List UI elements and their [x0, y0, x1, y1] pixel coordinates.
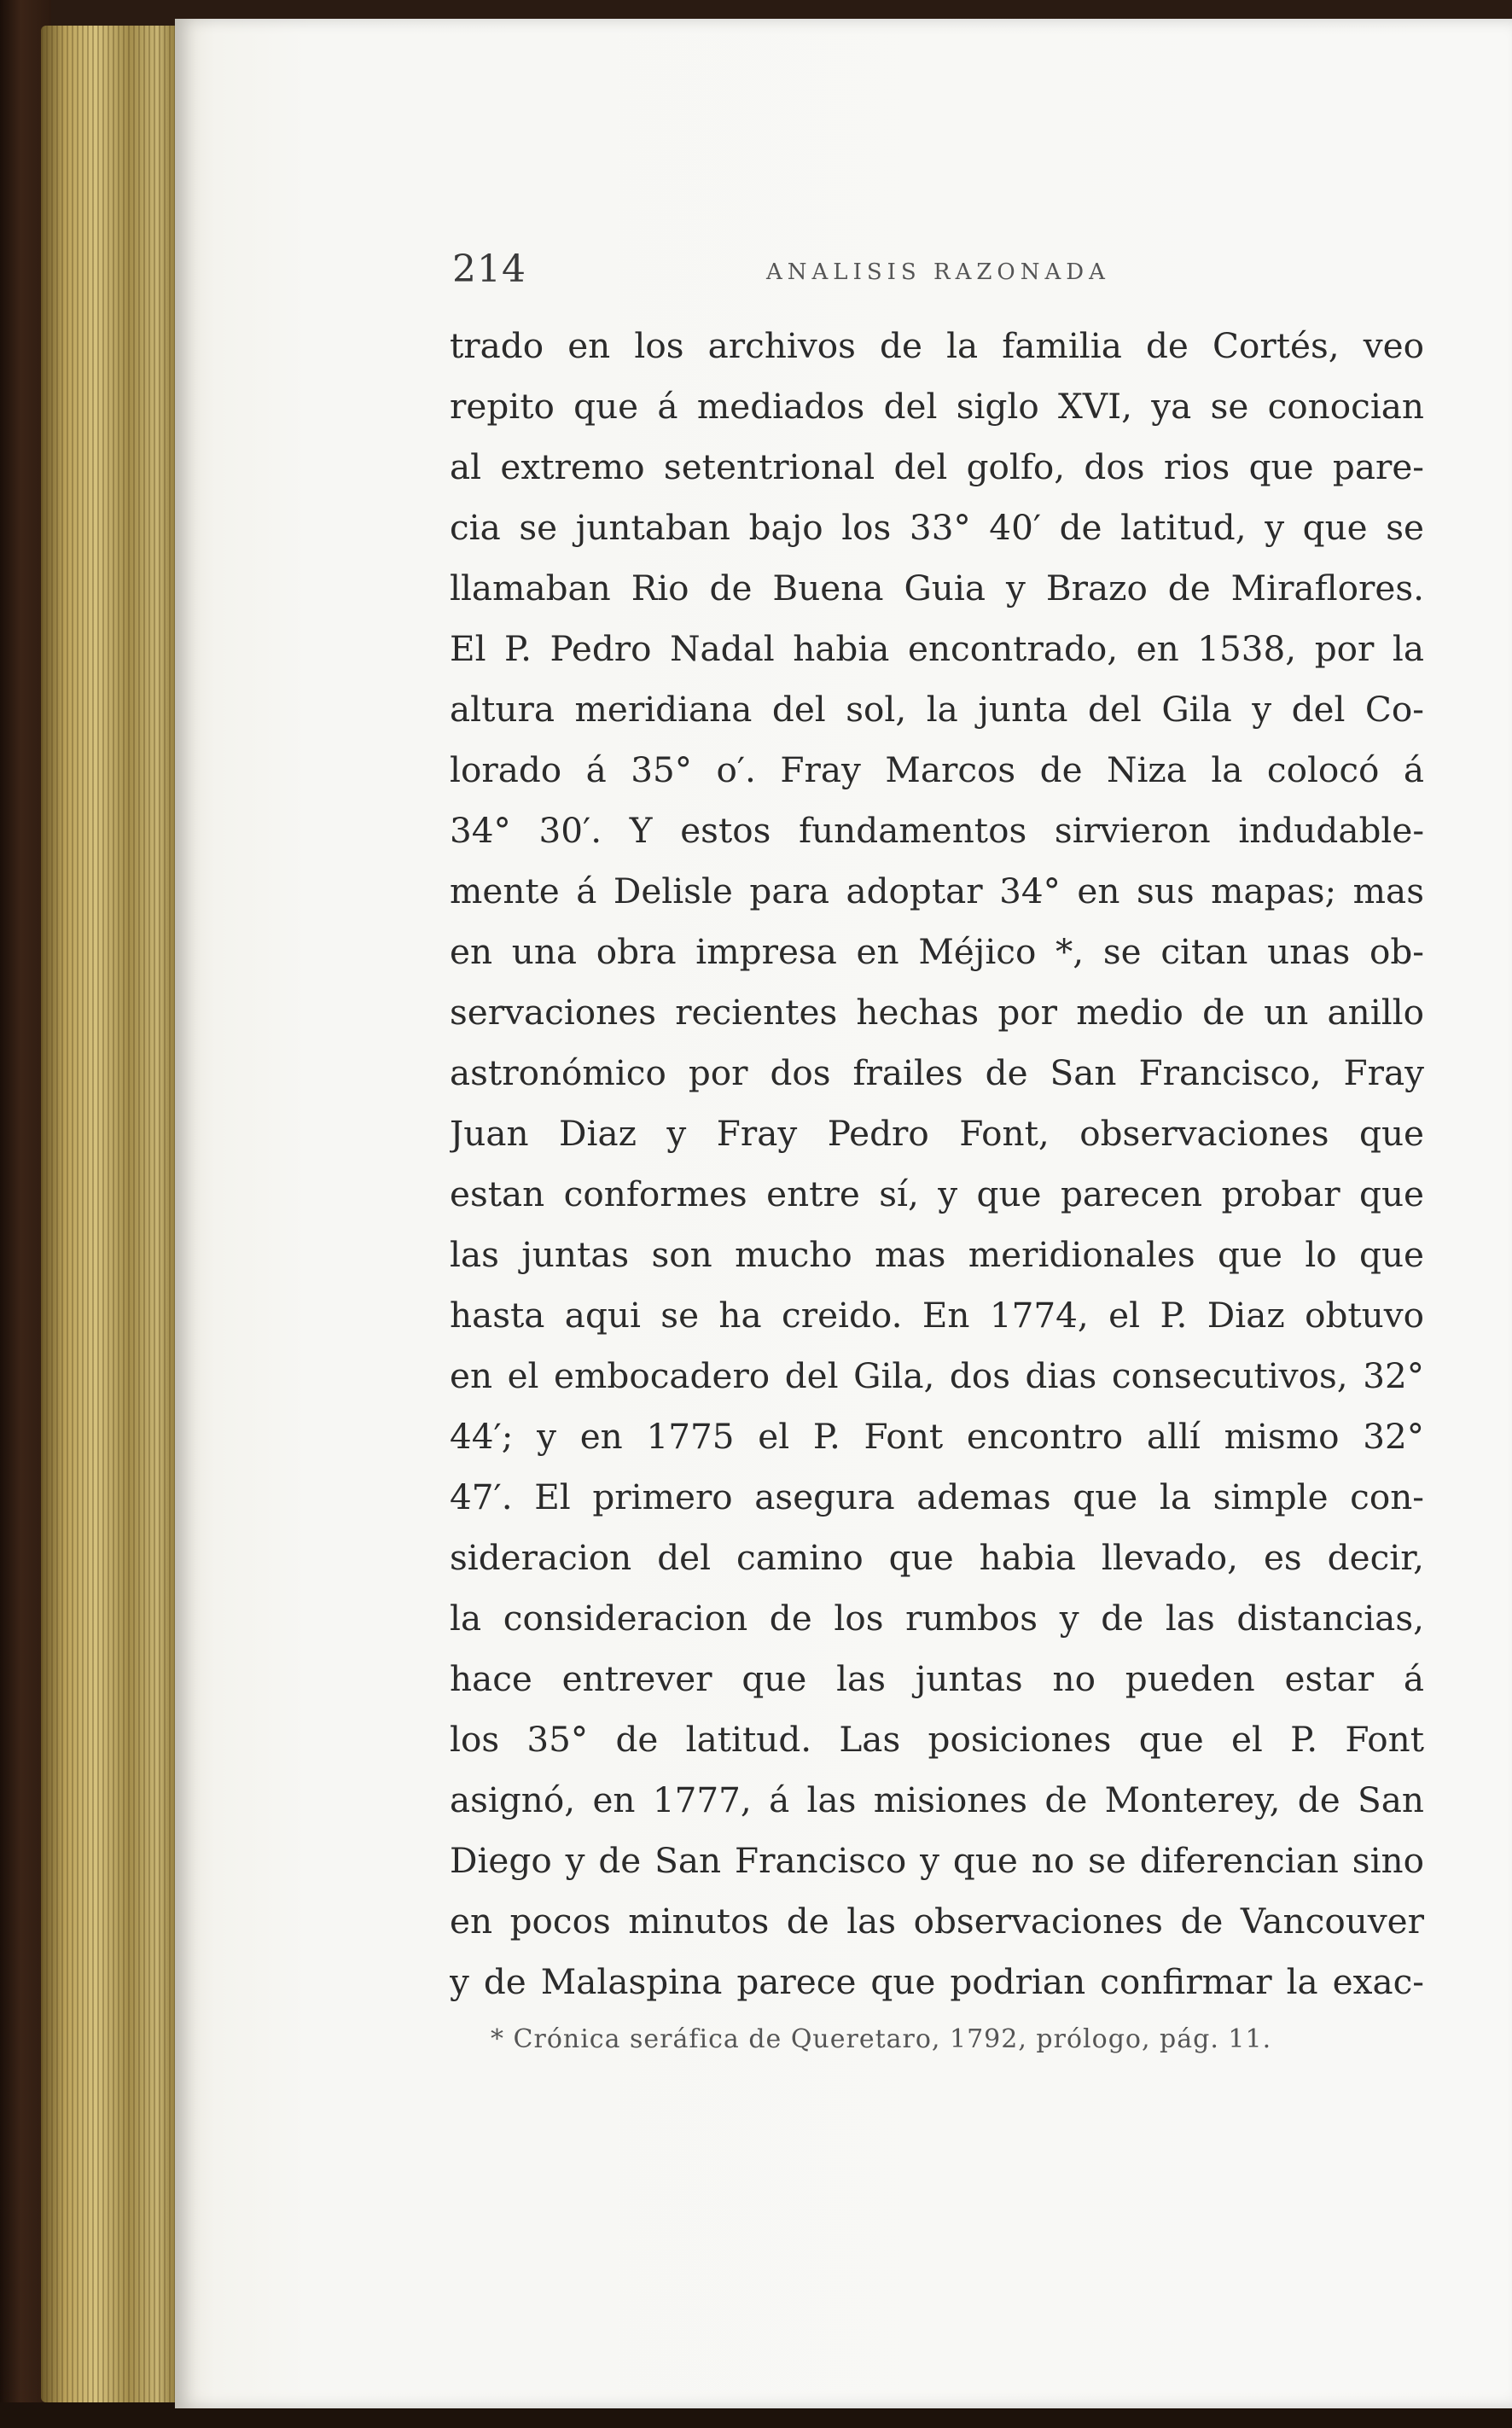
text-line: 34° 30′. Y estos fundamentos sirvieron indudable- [450, 810, 1424, 851]
text-line: en el embocadero del Gila, dos dias consecutivos, 32° [450, 1355, 1424, 1396]
text-line: y de Malaspina parece que podrian confirmar la exac- [450, 1961, 1424, 2002]
running-head [452, 247, 1425, 299]
text-line: los 35° de latitud. Las posiciones que el P. Font [450, 1719, 1424, 1760]
text-line: asignó, en 1777, á las misiones de Monterey, de San [450, 1779, 1424, 1820]
gilt-page-edges [41, 26, 177, 2402]
text-line: 44′; y en 1775 el P. Font encontro allí mismo 32° [450, 1416, 1424, 1457]
text-line: servaciones recientes hechas por medio de un anillo [450, 992, 1424, 1033]
text-line: las juntas son mucho mas meridionales que lo que [450, 1234, 1424, 1275]
text-line: en una obra impresa en Méjico *, se citan unas ob- [450, 931, 1424, 972]
text-line: astronómico por dos frailes de San Francisco, Fray [450, 1052, 1424, 1093]
text-line: repito que á mediados del siglo XVI, ya se conocian [450, 386, 1424, 427]
text-line: lorado á 35° o′. Fray Marcos de Niza la colocó á [450, 749, 1424, 790]
text-line: Juan Diaz y Fray Pedro Font, observaciones que [450, 1113, 1424, 1154]
text-line: El P. Pedro Nadal habia encontrado, en 1538, por la [450, 628, 1424, 669]
text-line: hace entrever que las juntas no pueden estar á [450, 1658, 1424, 1699]
text-line: la consideracion de los rumbos y de las distancias, [450, 1598, 1424, 1639]
text-line: altura meridiana del sol, la junta del Gila y del Co- [450, 689, 1424, 730]
text-line: en pocos minutos de las observaciones de Vancouver [450, 1901, 1424, 1942]
footnote: * Crónica seráfica de Queretaro, 1792, prólogo, pág. 11. [491, 2024, 1272, 2054]
text-line: hasta aqui se ha creido. En 1774, el P. Diaz obtuvo [450, 1295, 1424, 1336]
body-text [450, 316, 1424, 2012]
text-line: cia se juntaban bajo los 33° 40′ de latitud, y que se [450, 507, 1424, 548]
text-line: llamaban Rio de Buena Guia y Brazo de Miraflores. [450, 568, 1424, 608]
text-line: al extremo setentrional del golfo, dos rios que pare- [450, 446, 1424, 487]
text-line: trado en los archivos de la familia de Cortés, veo [450, 325, 1424, 366]
running-title: ANALISIS RAZONADA [766, 259, 1110, 285]
text-line: sideracion del camino que habia llevado, es decir, [450, 1537, 1424, 1578]
text-line: Diego y de San Francisco y que no se diferencian sino [450, 1840, 1424, 1881]
page-number: 214 [452, 247, 526, 291]
text-line: estan conformes entre sí, y que parecen probar que [450, 1173, 1424, 1214]
text-line: mente á Delisle para adoptar 34° en sus mapas; mas [450, 870, 1424, 911]
text-line: 47′. El primero asegura ademas que la simple con- [450, 1476, 1424, 1517]
